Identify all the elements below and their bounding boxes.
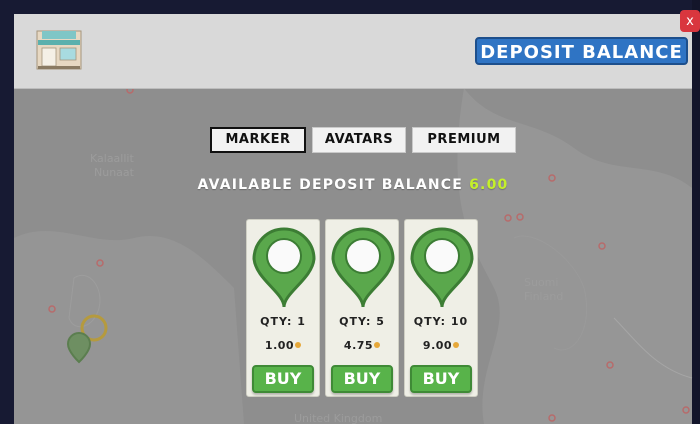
buy-button[interactable]: BUY xyxy=(252,365,314,393)
coin-icon xyxy=(295,342,301,348)
product-card xyxy=(325,219,399,397)
map-label-suomi: Suomi xyxy=(524,276,559,289)
product-price: 1.00 xyxy=(247,339,319,352)
balance-amount: 6.00 xyxy=(469,177,509,193)
map-label-kalaallit: Kalaallit xyxy=(90,152,134,165)
shop-header xyxy=(14,14,692,89)
shop-icon xyxy=(36,30,82,70)
product-card xyxy=(246,219,320,397)
map-label-finland: Finland xyxy=(524,290,564,303)
buy-button[interactable]: BUY xyxy=(410,365,472,393)
map-label-nunaat: Nunaat xyxy=(94,166,134,179)
map-pin-icon xyxy=(329,223,397,309)
product-qty: QTY: 5 xyxy=(339,315,385,328)
map-pin-icon xyxy=(408,223,476,309)
coin-icon xyxy=(374,342,380,348)
map-pin-icon xyxy=(250,223,318,309)
product-qty: QTY: 1 xyxy=(260,315,306,328)
product-qty: QTY: 10 xyxy=(413,315,469,328)
balance-label: AVAILABLE DEPOSIT BALANCE xyxy=(197,177,464,193)
buy-button[interactable]: BUY xyxy=(331,365,393,393)
product-card xyxy=(404,219,478,397)
close-button[interactable]: x xyxy=(680,10,700,32)
product-price: 9.00 xyxy=(405,339,477,352)
coin-icon xyxy=(453,342,459,348)
deposit-balance-button[interactable]: DEPOSIT BALANCE xyxy=(475,37,688,65)
tab-avatars[interactable]: AVATARS xyxy=(312,127,406,153)
window-frame-top xyxy=(0,0,692,14)
available-balance xyxy=(14,177,692,193)
tab-marker[interactable]: MARKER xyxy=(210,127,306,153)
product-price: 4.75 xyxy=(326,339,398,352)
window-frame-left xyxy=(0,0,14,424)
map-label-united-kingdom: United Kingdom xyxy=(294,412,383,424)
tab-premium[interactable]: PREMIUM xyxy=(412,127,516,153)
shop-window xyxy=(14,14,692,424)
